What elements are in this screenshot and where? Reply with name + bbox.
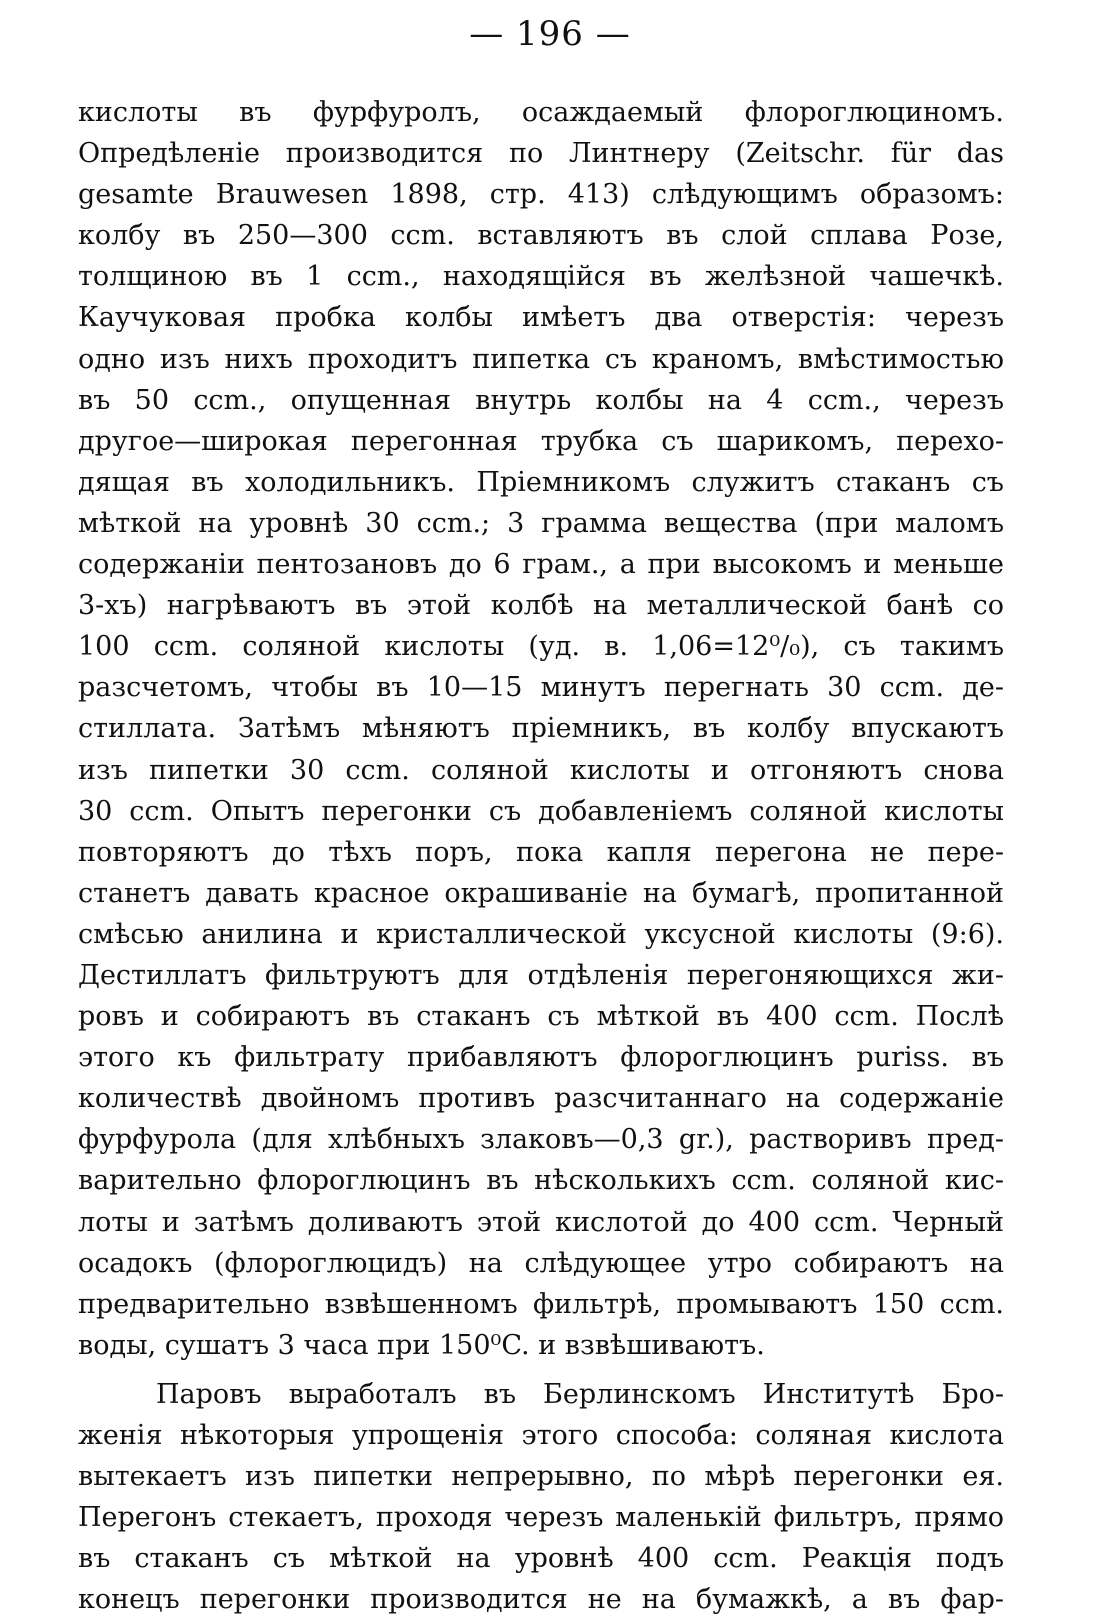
text-line: Опредѣленіе производится по Линтнеру (Zeitschr. für das [78,138,1004,170]
text-line: Дестиллатъ фильтруютъ для отдѣленія перегоняющихся жи- [78,959,1004,991]
text-line: Каучуковая пробка колбы имѣетъ два отверстія: черезъ [78,302,1004,334]
text-line: разсчетомъ, чтобы въ 10—15 минутъ перегнать 30 ccm. де- [78,672,1004,704]
text-line: варительно флороглюцинъ въ нѣсколькихъ ccm. соляной кис- [78,1165,1004,1197]
text-line: дящая въ холодильникъ. Пріемникомъ служитъ стаканъ съ [78,466,1004,498]
text-line: ровъ и собираютъ въ стаканъ съ мѣткой въ 400 ccm. Послѣ [78,1001,1004,1033]
text-line: gesamte Brauwesen 1898, стр. 413) слѣдующимъ образомъ: [78,179,1004,211]
text-line: толщиною въ 1 ccm., находящійся въ желѣзной чашечкѣ. [78,261,1004,293]
text-line: конецъ перегонки производится не на бумажкѣ, а въ фар- [78,1584,1004,1616]
text-line: кислоты въ фурфуролъ, осаждаемый флороглюциномъ. [78,97,1004,128]
text-line: въ 50 ccm., опущенная внутрь колбы на 4 ccm., черезъ [78,384,1004,416]
text-line: воды, сушатъ 3 часа при 150⁰C. и взвѣшиваютъ. [78,1329,765,1361]
text-line: мѣткой на уровнѣ 30 ccm.; 3 грамма вещества (при маломъ [78,507,1004,539]
text-line: 3-хъ) нагрѣваютъ въ этой колбѣ на металлической банѣ со [78,590,1004,622]
text-line: фурфурола (для хлѣбныхъ злаковъ—0,3 gr.), растворивъ пред- [78,1124,1004,1156]
text-line: въ стаканъ съ мѣткой на уровнѣ 400 ccm. Реакція подъ [78,1543,1004,1575]
text-line: смѣсью анилина и кристаллической уксусной кислоты (9:6). [78,918,1004,950]
text-line: этого къ фильтрату прибавляютъ флороглюцинъ puriss. въ [78,1042,1004,1074]
text-line: Перегонъ стекаетъ, проходя черезъ маленькій фильтръ, прямо [78,1502,1004,1534]
page-body [78,92,1004,1620]
text-line: другое—широкая перегонная трубка съ шарикомъ, перехо- [78,425,1004,457]
text-line: стиллата. Затѣмъ мѣняютъ пріемникъ, въ колбу впускаютъ [78,713,1004,745]
text-line: изъ пипетки 30 ccm. соляной кислоты и отгоняютъ снова [78,754,1004,786]
text-line: Паровъ выработалъ въ Берлинскомъ Институтѣ Бро- [156,1378,1004,1410]
text-line: осадокъ (флороглюцидъ) на слѣдующее утро собираютъ на [78,1247,1004,1279]
text-line: женія нѣкоторыя упрощенія этого способа: соляная кислота [78,1420,1004,1451]
text-line: одно изъ нихъ проходитъ пипетка съ краномъ, вмѣстимостью [78,343,1004,375]
text-line: станетъ давать красное окрашиваніе на бумагѣ, пропитанной [78,877,1004,909]
text-line: 30 ccm. Опытъ перегонки съ добавленіемъ соляной кислоты [78,795,1004,827]
text-line: колбу въ 250—300 ccm. вставляютъ въ слой сплава Розе, [78,220,1004,252]
paragraph-gap [78,1366,1004,1374]
page-number: — 196 — [469,14,631,54]
text-line: предварительно взвѣшенномъ фильтрѣ, промываютъ 150 ccm. [78,1288,1004,1320]
paragraph-1 [78,92,1004,1366]
text-line: количествѣ двойномъ противъ разсчитаннаго на содержаніе [78,1083,1004,1115]
text-line: содержаніи пентозановъ до 6 грам., а при высокомъ и меньше [78,549,1004,581]
text-line: 100 ccm. соляной кислоты (уд. в. 1,06=12⁰/₀), съ такимъ [78,631,1004,663]
text-line: повторяютъ до тѣхъ поръ, пока капля перегона не пере- [78,836,1004,868]
paragraph-2 [78,1374,1004,1620]
text-line: лоты и затѣмъ доливаютъ этой кислотой до 400 ccm. Черный [78,1206,1004,1238]
text-line: вытекаетъ изъ пипетки непрерывно, по мѣрѣ перегонки ея. [78,1461,1004,1493]
